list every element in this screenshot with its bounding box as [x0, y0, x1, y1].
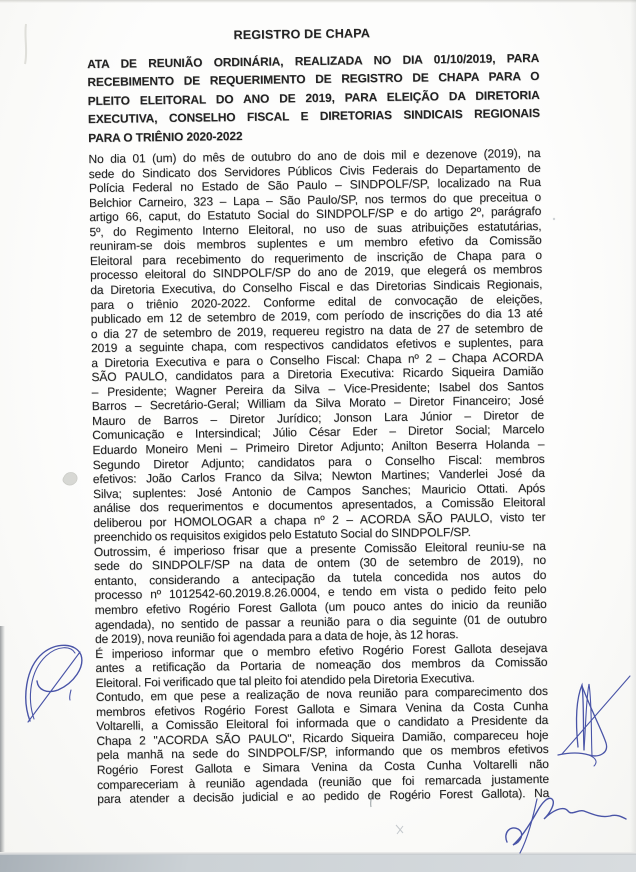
body-line: artigo 66, caput, do Estatuto Social do SINDPOLF/SP e do artigo 2º, parágrafo: [89, 204, 542, 225]
body-line: reuniram-se dois membros suplentes e um membro efetivo da Comissão: [89, 233, 542, 254]
body-line: o dia 27 de setembro de 2019, requereu registro na data de 27 de setembro de: [90, 320, 543, 341]
body-line: – Presidente; Wagner Pereira da Silva – Vice-Presidente; Isabel dos Santos: [91, 378, 544, 399]
body-line: membro efetivo Rogério Forest Gallota (um pouco antes do inicio da reunião: [94, 596, 547, 618]
body-line: processo eleitoral do SINDPOLF/SP do ano de 2019, que elegerá os membros: [89, 262, 543, 283]
heading-line: ATA DE REUNIÃO ORDINÁRIA, REALIZADA NO DIA 01/10/2019, PARA: [87, 50, 540, 72]
body-line: Segundo Diretor Adjunto; candidatos para o Conselho Fiscal: membros: [92, 451, 545, 472]
body-line: Eleitoral. Foi verificado que tal pleito foi atendido pela Diretoria Executiva.: [95, 670, 475, 690]
document-content: [87, 23, 550, 807]
body-line: Barros – Secretário-Geral; William da Silva Morato – Diretor Financeiro; José: [91, 393, 544, 414]
body-line: análise dos requerimentos e documentos apresentados, a Comissão Eleitoral: [93, 495, 546, 516]
body-line: Silva; suplentes: José Antonio de Campos Sanches; Mauricio Ottati. Após: [92, 480, 546, 501]
body-line: de 2019), nova reunião foi agendada para a data de hoje, às 12 horas.: [94, 627, 459, 647]
document-title: REGISTRO DE CHAPA: [233, 26, 371, 43]
scan-left-edge: [0, 626, 5, 855]
body-line: pela manhã na sede do SINDPOLF/SP, informando que os membros efetivos: [96, 742, 549, 763]
body-line: 2019 a seguinte chapa, com respectivos candidatos efetivos e suplentes, para: [90, 335, 544, 356]
body-line: Voltarelli, a Comissão Eleitoral foi informada que o candidato a Presidente da: [96, 713, 549, 734]
body-line: No dia 01 (um) do mês de outubro do ano de dois mil e dezenove (2019), na: [88, 145, 541, 167]
heading-block: [87, 49, 540, 147]
body-line: É imperioso informar que o membro efetivo Rogério Forest Gallota desejava: [95, 640, 548, 661]
body-line: entanto, considerando a antecipação da tutela concedida nos autos do: [94, 567, 547, 588]
body-line: Contudo, em que pese a realização de nova reunião para comparecimento dos: [95, 684, 548, 705]
body-line: Rogério Forest Gallota e Simara Venina da Costa Cunha Voltarelli não: [96, 756, 549, 778]
body-line: SÃO PAULO, candidatos para a Diretoria Executiva: Ricardo Siqueira Damião: [91, 364, 544, 385]
body-line: da Diretoria Executiva, do Conselho Fiscal e das Diretorias Sindicais Regionais,: [90, 276, 543, 298]
heading-line: PARA O TRIÊNIO 2020-2022: [88, 128, 243, 145]
body-line: deliberou por HOMOLOGAR a chapa nº 2 – ACORDA SÃO PAULO, visto ter: [93, 509, 546, 530]
body-line: Comunicação e Intersindical; Júlio César Eder – Diretor Social; Marcelo: [92, 422, 545, 443]
body-line: Eduardo Moneiro Meni – Primeiro Diretor Adjunto; Anilton Beserra Holanda –: [92, 436, 545, 458]
body-line: Outrossim, é imperioso frisar que a presente Comissão Eleitoral reuniu-se na: [93, 538, 546, 559]
body-line: 5º, do Regimento Interno Eleitoral, no uso de suas atribuições estatutárias,: [89, 218, 542, 239]
body-line: Eleitoral para recebimento do requerimento de inscrição de Chapa para o: [89, 247, 542, 268]
body-line: Chapa 2 "ACORDA SÃO PAULO", Ricardo Siqueira Damião, compareceu hoje: [96, 727, 549, 748]
body-line: agendada), no sentido de passar a reunião para o dia seguinte (01 de outubro: [94, 611, 547, 632]
scan-right-edge: [630, 0, 636, 855]
body-line: processo nº 1012542-60.2019.8.26.0004, e tendo em vista o pedido feito pelo: [94, 582, 547, 603]
body-paragraphs: [88, 146, 549, 807]
heading-line: PLEITO ELEITORAL DO ANO DE 2019, PARA ELEIÇÃO DA DIRETORIA: [87, 87, 540, 108]
body-line: Belchior Carneiro, 323 – Lapa – São Paulo/SP, nos termos do que preceitua o: [88, 189, 542, 210]
body-line: Mauro de Barros – Diretor Jurídico; Jonson Lara Júnior – Diretor de: [91, 407, 545, 428]
body-line: preenchido os requisitos exigidos pelo Estatuto Social do SINDPOLF/SP.: [93, 525, 471, 545]
heading-line: RECEBIMENTO DE REQUERIMENTO DE REGISTRO DE CHAPA PARA O: [87, 69, 540, 90]
body-line: membros efetivos Rogério Forest Gallota e Simara Venina da Costa Cunha: [95, 698, 549, 719]
body-line: a Diretoria Executiva e para o Conselho Fiscal: Chapa nº 2 – Chapa ACORDA: [91, 349, 544, 370]
heading-line: EXECUTIVA, CONSELHO FISCAL E DIRETORIAS SINDICAIS REGIONAIS: [87, 106, 541, 127]
body-line: efetivos: João Carlos Franco da Silva; Newton Martines; Vanderlei José da: [92, 465, 545, 487]
scan-top-edge: [0, 0, 636, 3]
body-line: publicado em 12 de setembro de 2019, com período de inscrições do dia 13 até: [90, 305, 543, 327]
body-line: compareceriam à reunião agendada (reunião que foi remarcada justamente: [96, 771, 550, 792]
body-line: Polícia Federal no Estado de São Paulo – SINDPOLF/SP, localizado na Rua: [88, 175, 541, 196]
body-line: sede do Sindicato dos Servidores Públicos Civis Federais do Departamento de: [88, 160, 541, 181]
body-line: antes a retificação da Portaria de nomeação dos membros da Comissão: [95, 655, 548, 676]
body-line: para atender a decisão judicial e ao pedido de Rogério Forest Gallota). Na: [97, 785, 550, 807]
body-line: para o triênio 2020-2022. Conforme edital de convocação de eleições,: [90, 291, 543, 312]
scanner-background: [0, 855, 636, 872]
body-line: sede do SINDPOLF/SP na data de ontem (30 de setembro de 2019), no: [93, 553, 547, 574]
